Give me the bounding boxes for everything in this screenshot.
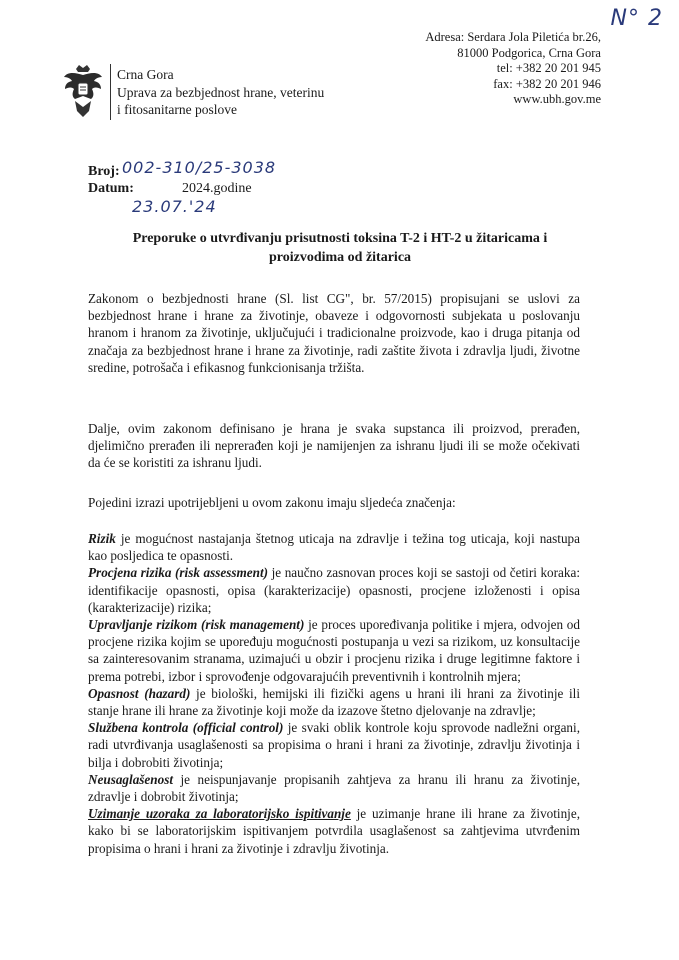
title-line2: proizvodima od žitarica (268, 250, 412, 265)
definition-sluzbena-kontrola: Službena kontrola (official control) je svaki oblik kontrole koju sprovode nadležni organi, radi utvrđivanja usaglašenosti sa propisima o hrani i hrani za životinje, zdravlju životinja i bilja i dobrobiti životinja; (88, 720, 580, 770)
address-tel: tel: +382 20 201 945 (496, 61, 601, 75)
organization-name-line1: Uprava za bezbjednost hrane, veterinu (117, 84, 325, 100)
definition-uzimanje-uzoraka: Uzimanje uzoraka za laboratorijsko ispitivanje je uzimanje hrane ili hrane za životinje, kako bi se laboratorijskim ispitivanjem potvrdila usaglašenost sa zahtjevima utvrđenim propisima o hrani i hrani za životinje i zdravlju životinja. (88, 806, 580, 856)
organization-block (117, 66, 324, 119)
definitions-list (88, 530, 580, 857)
definition-rizik: Rizik je mogućnost nastajanja štetnog uticaja na zdravlje i težina tog uticaja, koji nastupa kao posljedica te opasnosti. (88, 531, 580, 564)
datum-handwritten: 23.07.'24 (132, 197, 217, 216)
broj-handwritten-value: 002-310/25-3038 (122, 158, 277, 177)
document-title (80, 229, 600, 267)
definition-neusaglasenost: Neusaglašenost je neispunjavanje propisanih zahtjeva za hranu ili hranu za životinje, zdravlje i dobrobit životinja; (88, 771, 580, 805)
address-block (425, 30, 601, 108)
broj-label: Broj: (88, 164, 120, 179)
definition-procjena-rizika: Procjena rizika (risk assessment) je naučno zasnovan proces koji se sastoji od četiri koraka: identifikacije opasnosti, opisa (karakterizacije) opasnosti, procjene izloženosti i opisa (karakterizacije) rizika; (88, 565, 580, 615)
address-web: www.ubh.gov.me (513, 92, 601, 106)
organization-divider (110, 64, 111, 120)
title-line1: Preporuke o utvrđivanju prisutnosti toksina T-2 i HT-2 u žitaricama i (132, 231, 548, 246)
paragraph-terms-intro: Pojedini izrazi upotrijebljeni u ovom zakonu imaju sljedeća značenja: (88, 495, 456, 510)
address-street: Adresa: Serdara Jola Piletića br.26, (425, 30, 601, 44)
address-city: 81000 Podgorica, Crna Gora (457, 45, 601, 60)
coat-of-arms-icon (62, 63, 104, 124)
datum-value: 2024.godine (182, 181, 252, 196)
datum-label: Datum: (88, 181, 134, 196)
address-fax: fax: +382 20 201 946 (493, 76, 601, 91)
handwritten-document-number: N° 2 (610, 6, 663, 31)
paragraph-definition-food: Dalje, ovim zakonom definisano je hrana je svaka supstanca ili proizvod, prerađen, djelimično prerađen ili neprerađen koji je namijenjen za ishranu ljudi ili se može očekivati da će se koristiti za ishranu ljudi. (88, 421, 580, 471)
organization-name-line2: i fitosanitarne poslove (117, 102, 237, 117)
organization-country: Crna Gora (117, 67, 174, 82)
paragraph-intro: Zakonom o bezbjednosti hrane (Sl. list CG", br. 57/2015) propisujani se uslovi za bezbjednost hrane i hrane za životinje, obaveze i odgovornosti subjekata u poslovanju hranom i hranom za životinje, uključujući i tradicionalne proizvode, kao i druga pitanja od značaja za bezbjednost hrane i hrane za životinje, radi zaštite života i zdravlja ljudi, životne sredine, potrošača i efikasnog funkcionisanja tržišta. (88, 291, 580, 375)
definition-upravljanje-rizikom: Upravljanje rizikom (risk management) je proces upoređivanja politike i mjera, odvojen od procjene rizika kojim se upoređuju mogućnosti postupanja u vezi sa rizikom, uz konsultacije sa zainteresovanim stranama, uzimajući u obzir i procjenu rizika i druge legitimne faktore i prema potrebi, izbor i sprovođenje odgovarajućih preventivnih i kontrolnih mjera; (88, 617, 580, 684)
definition-opasnost: Opasnost (hazard) je biološki, hemijski ili fizički agens u hrani ili hrani za životinje ili stanje hrane ili hrane za životinje koji može da izazove štetno djelovanje na zdravlje; (88, 685, 580, 719)
